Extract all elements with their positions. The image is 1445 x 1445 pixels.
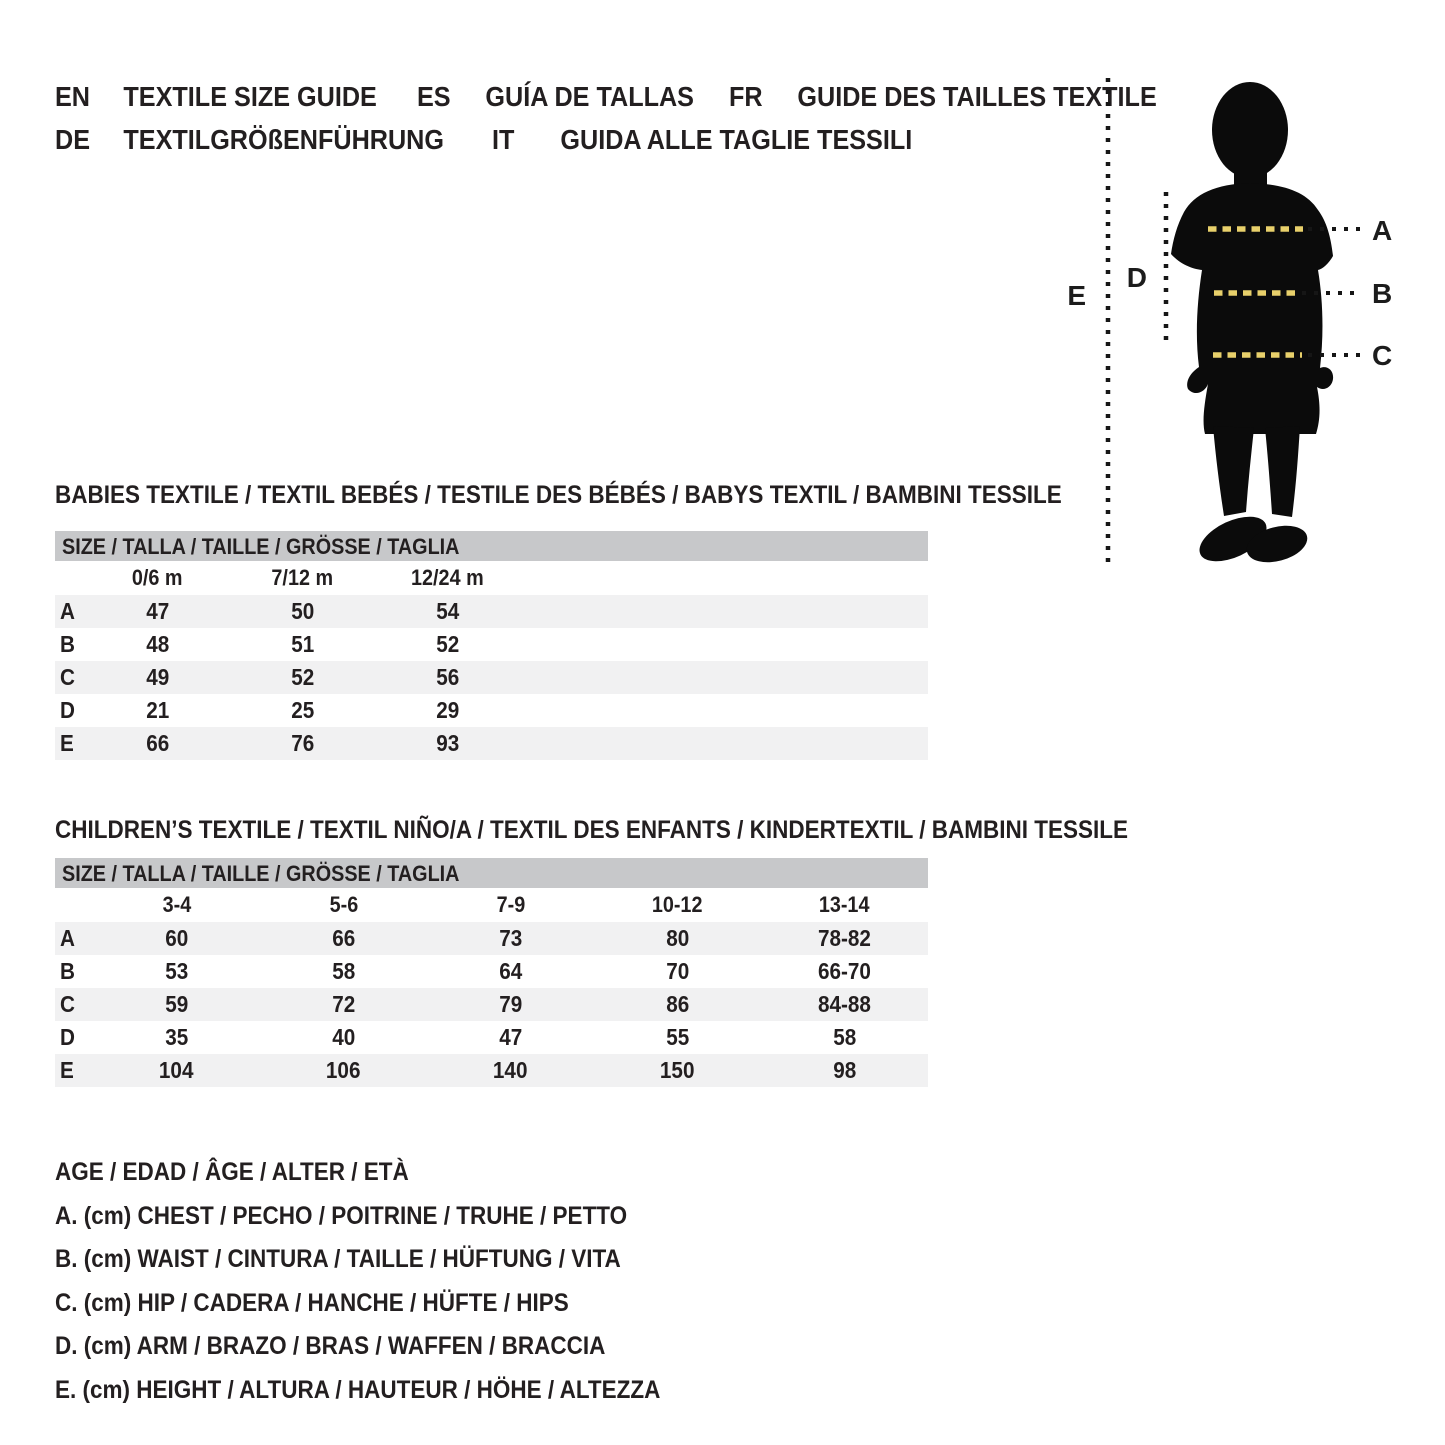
size-column-header: 3-4 [162,892,191,917]
size-value: 78-82 [818,925,871,951]
measure-label-chest: A [1372,215,1393,246]
legend-line-hip: C. (cm) HIP / CADERA / HANCHE / HÜFTE / HIPS [55,1288,569,1317]
child-silhouette-icon [1171,82,1333,571]
table-row [55,1021,928,1054]
size-value: 25 [290,697,315,723]
size-value: 59 [164,991,189,1017]
table-row [55,595,928,628]
children-size-header-bar [55,858,928,888]
size-header-text: SIZE / TALLA / TAILLE / GRÖSSE / TAGLIA [62,861,460,886]
size-header-text: SIZE / TALLA / TAILLE / GRÖSSE / TAGLIA [62,534,460,559]
measure-label-height: E [1067,280,1086,311]
size-value: 66-70 [818,958,871,984]
filler-cell [520,661,928,694]
row-label: C [60,664,75,690]
size-value: 104 [159,1057,194,1083]
size-value: 84-88 [818,991,871,1017]
size-value: 40 [331,1024,356,1050]
filler-cell [520,628,928,661]
size-value: 58 [331,958,356,984]
row-label: E [60,730,74,756]
size-value: 55 [665,1024,690,1050]
size-value: 106 [326,1057,361,1083]
row-label: D [60,1024,75,1050]
lang-title: GUÍA DE TALLAS [485,81,695,112]
measurement-figure-svg [1050,70,1405,580]
empty-corner-cell [55,561,85,595]
table-row [55,628,928,661]
lang-row-es [417,76,694,119]
table-row [55,988,928,1021]
row-label: A [60,598,75,624]
size-value: 80 [665,925,690,951]
size-column-header: 10-12 [652,892,703,917]
table-row [55,661,928,694]
babies-size-header-bar [55,531,928,561]
size-value: 72 [331,991,356,1017]
size-value: 21 [145,697,170,723]
measurement-figure [1050,70,1405,580]
size-column-header: 0/6 m [132,565,183,590]
row-label: B [60,631,75,657]
size-value: 93 [435,730,460,756]
size-value: 56 [435,664,460,690]
size-value: 52 [290,664,315,690]
table-row [55,922,928,955]
lang-code: FR [729,81,763,112]
legend-line-age: AGE / EDAD / ÂGE / ALTER / ETÀ [55,1158,409,1186]
babies-size-table [55,561,928,760]
size-value: 48 [145,631,170,657]
lang-title: GUIDA ALLE TAGLIE TESSILI [560,123,912,155]
lang-title: TEXTILE SIZE GUIDE [123,81,377,112]
size-value: 64 [498,958,523,984]
babies-column-header-row [55,561,928,595]
lang-code: ES [417,81,451,112]
size-value: 76 [290,730,315,756]
size-value: 47 [498,1024,523,1050]
measure-label-arm: D [1126,262,1147,293]
table-row [55,955,928,988]
measure-label-hip: C [1372,340,1393,371]
size-value: 52 [435,631,460,657]
row-label: A [60,925,75,951]
lang-code: EN [55,81,91,112]
children-size-table-block [55,858,928,1087]
filler-cell [520,595,928,628]
size-value: 73 [498,925,523,951]
size-value: 47 [145,598,170,624]
lang-code: DE [55,123,91,155]
size-value: 58 [832,1024,857,1050]
children-column-header-row [55,888,928,922]
children-size-table [55,888,928,1087]
legend-line-height: E. (cm) HEIGHT / ALTURA / HAUTEUR / HÖHE / ALTEZZA [55,1375,661,1404]
lang-row-en [55,76,377,119]
filler-cell [520,561,928,595]
size-value: 35 [164,1024,189,1050]
measurement-legend [55,1151,728,1412]
size-value: 66 [145,730,170,756]
legend-line-arm: D. (cm) ARM / BRAZO / BRAS / WAFFEN / BRACCIA [55,1332,606,1360]
lang-title: GUIDE DES TAILLES TEXTILE [797,81,1158,112]
size-value: 150 [660,1057,695,1083]
size-value: 79 [498,991,523,1017]
lang-row-it [492,119,912,162]
size-value: 50 [290,598,315,624]
table-row [55,1054,928,1087]
size-column-header: 13-14 [819,892,870,917]
row-label: B [60,958,75,984]
legend-line-waist: B. (cm) WAIST / CINTURA / TAILLE / HÜFTUNG / VITA [55,1245,621,1273]
lang-row-de [55,119,444,162]
row-label: C [60,991,75,1017]
measure-label-waist: B [1372,278,1393,309]
size-value: 98 [832,1057,857,1083]
lang-code: IT [491,123,515,155]
size-value: 29 [435,697,460,723]
lang-title: TEXTILGRÖßENFÜHRUNG [123,123,444,155]
size-value: 60 [164,925,189,951]
table-row [55,694,928,727]
size-value: 51 [290,631,315,657]
size-value: 70 [665,958,690,984]
size-value: 54 [435,598,460,624]
children-section-title: CHILDREN’S TEXTILE / TEXTIL NIÑO/A / TEXTIL DES ENFANTS / KINDERTEXTIL / BAMBINI TESSILE [55,816,1129,844]
size-value: 49 [145,664,170,690]
babies-section-title: BABIES TEXTILE / TEXTIL BEBÉS / TESTILE DES BÉBÉS / BABYS TEXTIL / BAMBINI TESSILE [55,481,1062,509]
size-value: 140 [493,1057,528,1083]
size-column-header: 7-9 [496,892,525,917]
size-value: 66 [331,925,356,951]
size-column-header: 5-6 [329,892,358,917]
row-label: E [60,1057,74,1083]
size-value: 86 [665,991,690,1017]
size-column-header: 7/12 m [271,565,334,590]
row-label: D [60,697,75,723]
empty-corner-cell [55,888,93,922]
legend-line-chest: A. (cm) CHEST / PECHO / POITRINE / TRUHE / PETTO [55,1201,628,1230]
size-value: 53 [164,958,189,984]
babies-size-table-block [55,531,928,760]
filler-cell [520,727,928,760]
size-column-header: 12/24 m [411,565,484,590]
filler-cell [520,694,928,727]
table-row [55,727,928,760]
